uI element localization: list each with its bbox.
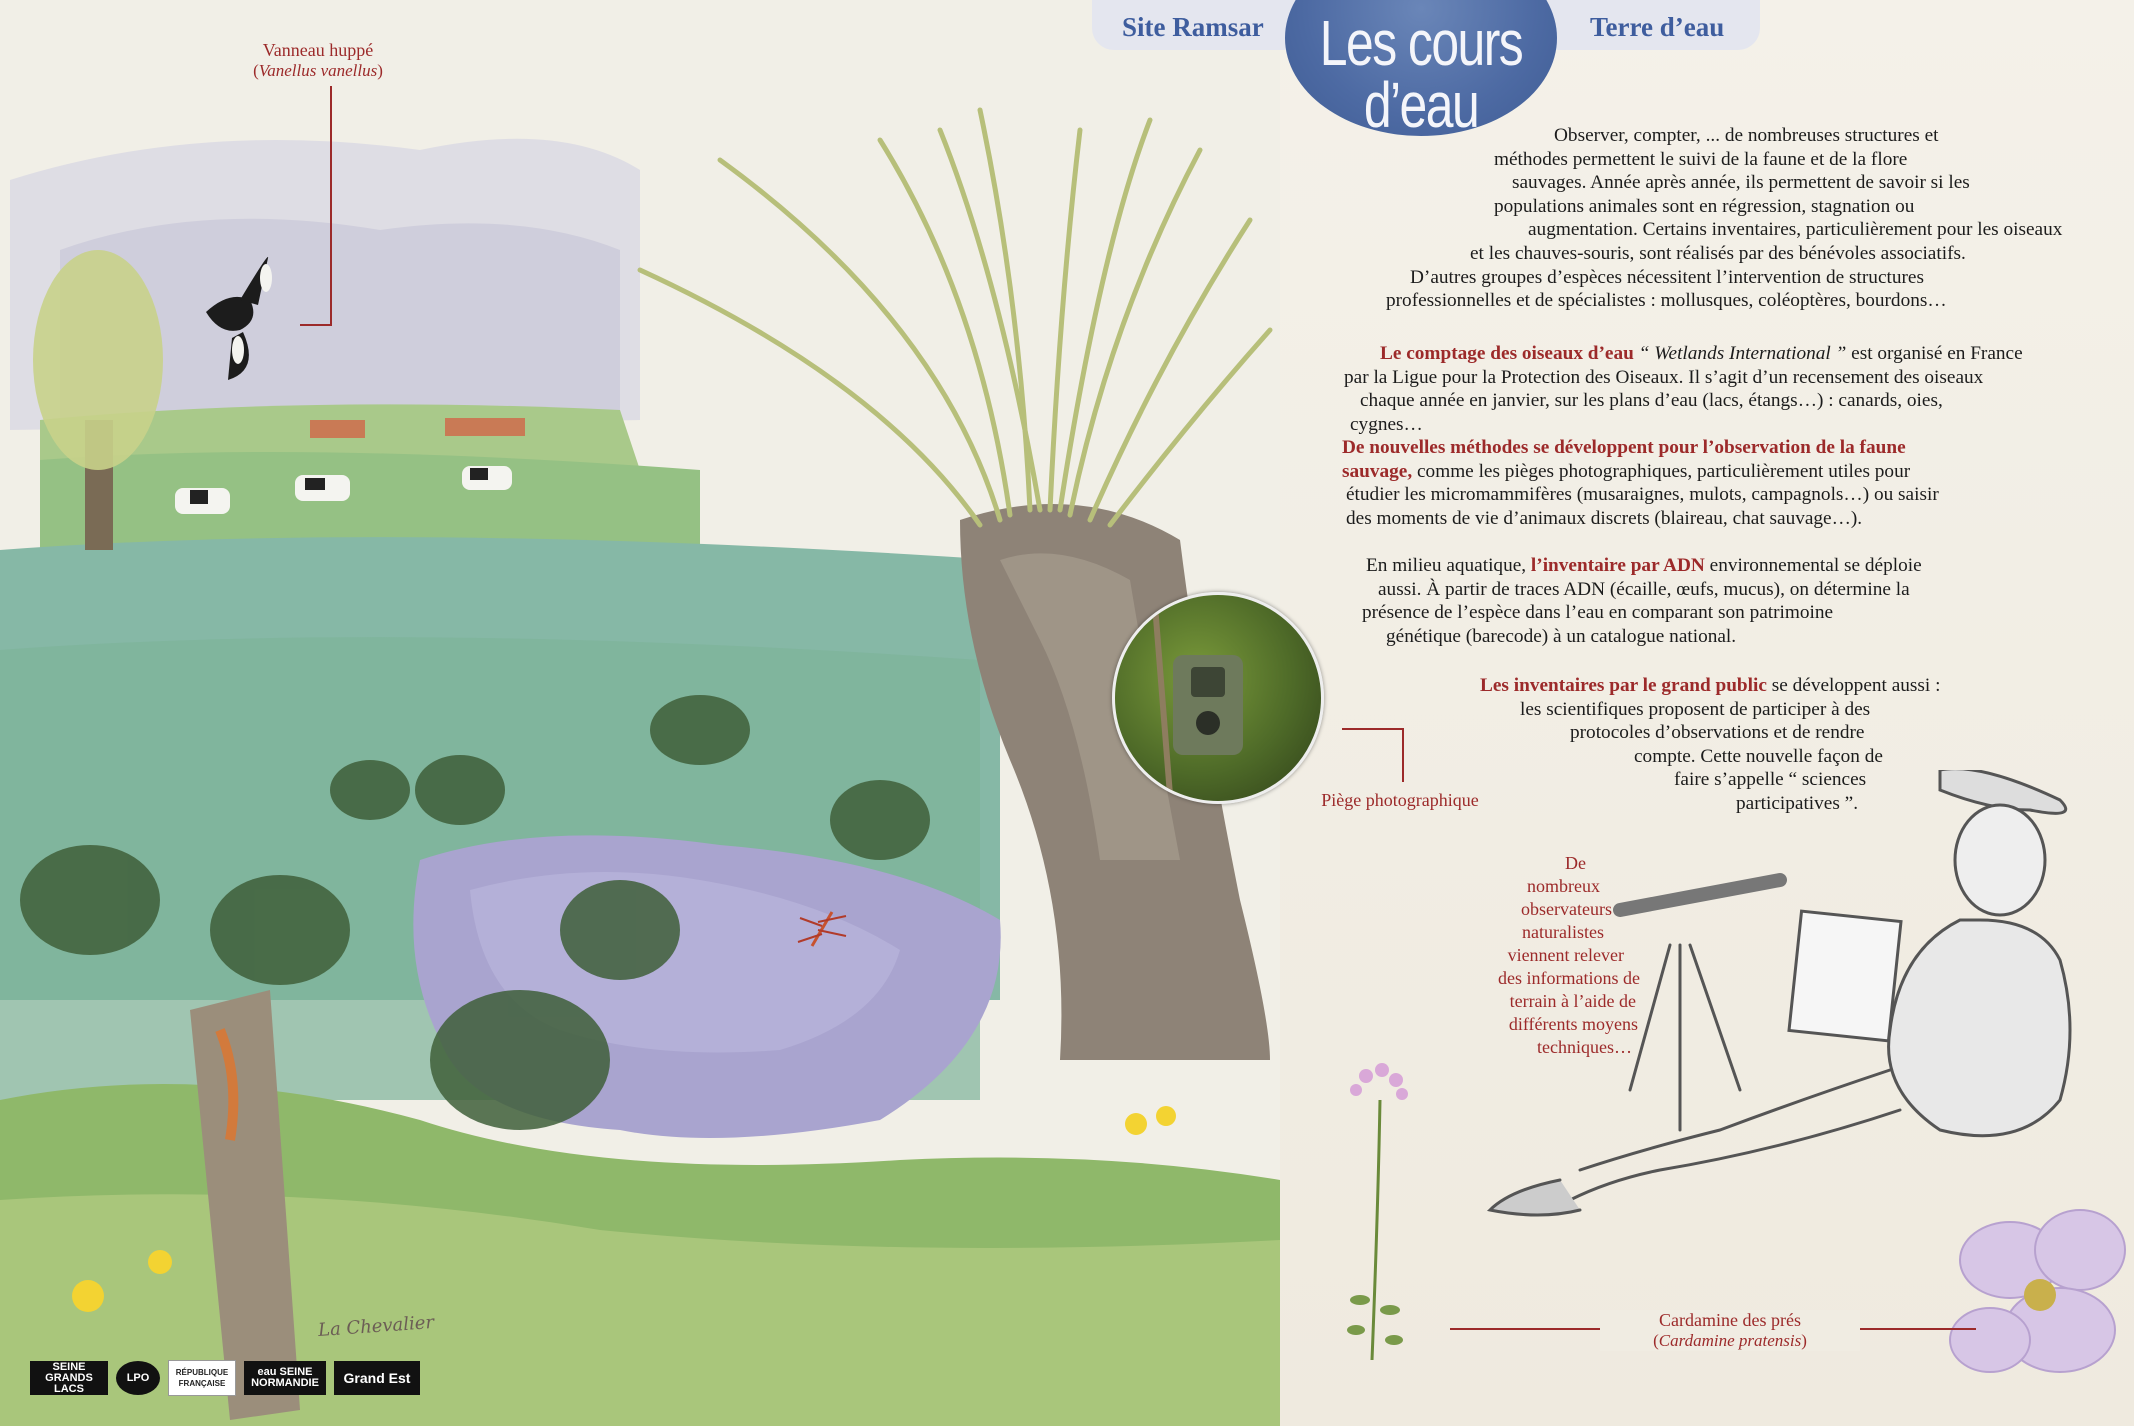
adn-highlight: l’inventaire par ADN <box>1530 555 1705 576</box>
piege-leader-vertical <box>1402 728 1404 782</box>
piege-label: Piège photographique <box>1321 790 1479 810</box>
vanneau-leader-horizontal <box>300 324 332 326</box>
logo-eau-seine-normandie: eau SEINE NORMANDIE <box>244 1361 326 1395</box>
new-methods-highlight: De nouvelles méthodes se développent pour l’observation de la faune <box>1342 437 1906 458</box>
public-line: participatives ”. <box>1736 792 1859 814</box>
cardamine-flower <box>1320 1060 1440 1360</box>
wetlands-paragraph <box>1344 342 2044 436</box>
intro-line: Observer, compter, ... de nombreuses structures et <box>1554 125 1939 146</box>
adn-line: aussi. À partir de traces ADN (écaille, œufs, mucus), on détermine la <box>1378 578 1910 600</box>
new-methods-paragraph <box>1342 436 2042 530</box>
vanneau-leader-vertical <box>330 86 332 326</box>
observers-line: nombreux <box>1527 876 1600 896</box>
intro-line: augmentation. Certains inventaires, particulièrement pour les oiseaux <box>1528 219 2063 241</box>
wetlands-line: cygnes… <box>1350 413 1423 435</box>
wetlands-italic: “ Wetlands International ” <box>1638 343 1847 364</box>
wetlands-line: par la Ligue pour la Protection des Oiseaux. Il s’agit d’un recensement des oiseaux <box>1344 366 1984 388</box>
logo-republique-francaise: RÉPUBLIQUE FRANÇAISE <box>168 1360 236 1396</box>
wetlands-rest: est organisé en France <box>1846 343 2023 364</box>
observers-line: De <box>1565 853 1586 873</box>
page-title: Les cours d’eau <box>1319 7 1523 141</box>
cardamine-latin-text: Cardamine pratensis <box>1658 1331 1802 1350</box>
vanneau-latin: (Vanellus vanellus) <box>253 61 383 80</box>
adn-line <box>1366 554 2046 578</box>
public-line: protocoles d’observations et de rendre <box>1570 722 1865 744</box>
wetlands-highlight: Le comptage des oiseaux d’eau <box>1380 343 1634 364</box>
intro-line: D’autres groupes d’espèces nécessitent l’intervention de structures <box>1410 266 1924 288</box>
new-methods-rest: comme les pièges photographiques, particulièrement utiles pour <box>1412 460 1911 482</box>
vanneau-label <box>218 40 418 81</box>
logo-lpo: LPO <box>116 1361 160 1395</box>
partner-logos <box>30 1358 420 1398</box>
new-methods-highlight-2: sauvage, <box>1342 460 1413 482</box>
new-methods-line: étudier les micromammifères (musaraignes, mulots, campagnols…) ou saisir <box>1346 484 1939 506</box>
public-after: se développent aussi : <box>1766 675 1941 696</box>
intro-line: et les chauves-souris, sont réalisés par des bénévoles associatifs. <box>1470 242 1966 264</box>
observers-line: observateurs <box>1521 899 1612 919</box>
piege-leader-horizontal <box>1342 728 1404 730</box>
adn-after: environnemental se déploie <box>1704 555 1922 576</box>
observers-line: naturalistes <box>1522 922 1604 942</box>
observers-line: des informations de <box>1498 968 1640 988</box>
cardamine-label <box>1600 1310 1860 1351</box>
intro-line: professionnelles et de spécialistes : mollusques, coléoptères, bourdons… <box>1386 290 1947 312</box>
cardamine-flower-closeup <box>1930 1190 2134 1426</box>
observers-line: terrain à l’aide de <box>1509 991 1636 1011</box>
observers-line: techniques… <box>1537 1037 1632 1057</box>
wetlands-line <box>1344 342 2044 366</box>
new-methods-line <box>1342 460 2042 484</box>
new-methods-line: des moments de vie d’animaux discrets (blaireau, chat sauvage…). <box>1346 507 1863 529</box>
intro-line: sauvages. Année après année, ils permettent de savoir si les <box>1512 172 1970 194</box>
camera-trap-photo <box>1112 592 1324 804</box>
cardamine-name: Cardamine des prés <box>1659 1310 1801 1330</box>
tab-site-ramsar: Site Ramsar <box>1122 12 1264 42</box>
adn-line: génétique (barecode) à un catalogue national. <box>1386 625 1737 647</box>
observers-line: différents moyens <box>1508 1014 1638 1034</box>
vanneau-latin-text: Vanellus vanellus <box>258 61 378 80</box>
intro-line: populations animales sont en régression, stagnation ou <box>1494 195 1915 217</box>
logo-grand-est: Grand Est <box>334 1361 420 1395</box>
artist-signature: La Chevalier <box>317 1311 435 1342</box>
public-line: faire s’appelle “ sciences <box>1674 769 1867 791</box>
cardamine-latin: (Cardamine pratensis) <box>1653 1331 1807 1350</box>
intro-paragraph <box>1386 124 2063 313</box>
observers-line: viennent relever <box>1507 945 1624 965</box>
logo-seine-grands-lacs: SEINE GRANDS LACS <box>30 1361 108 1395</box>
public-line <box>1480 674 2040 698</box>
public-line: compte. Cette nouvelle façon de <box>1634 745 1883 767</box>
wetlands-line: chaque année en janvier, sur les plans d’eau (lacs, étangs…) : canards, oies, <box>1360 390 1943 412</box>
intro-line: méthodes permettent le suivi de la faune et de la flore <box>1494 148 1908 170</box>
observer-sketch <box>1420 770 2134 1250</box>
public-line: les scientifiques proposent de participer à des <box>1520 698 1871 720</box>
adn-before: En milieu aquatique, <box>1366 555 1531 576</box>
adn-paragraph <box>1362 554 2046 648</box>
tab-terre-deau: Terre d’eau <box>1590 12 1725 42</box>
vanneau-name: Vanneau huppé <box>262 40 374 60</box>
adn-line: présence de l’espèce dans l’eau en comparant son patrimoine <box>1362 602 1834 624</box>
public-highlight: Les inventaires par le grand public <box>1480 675 1767 696</box>
